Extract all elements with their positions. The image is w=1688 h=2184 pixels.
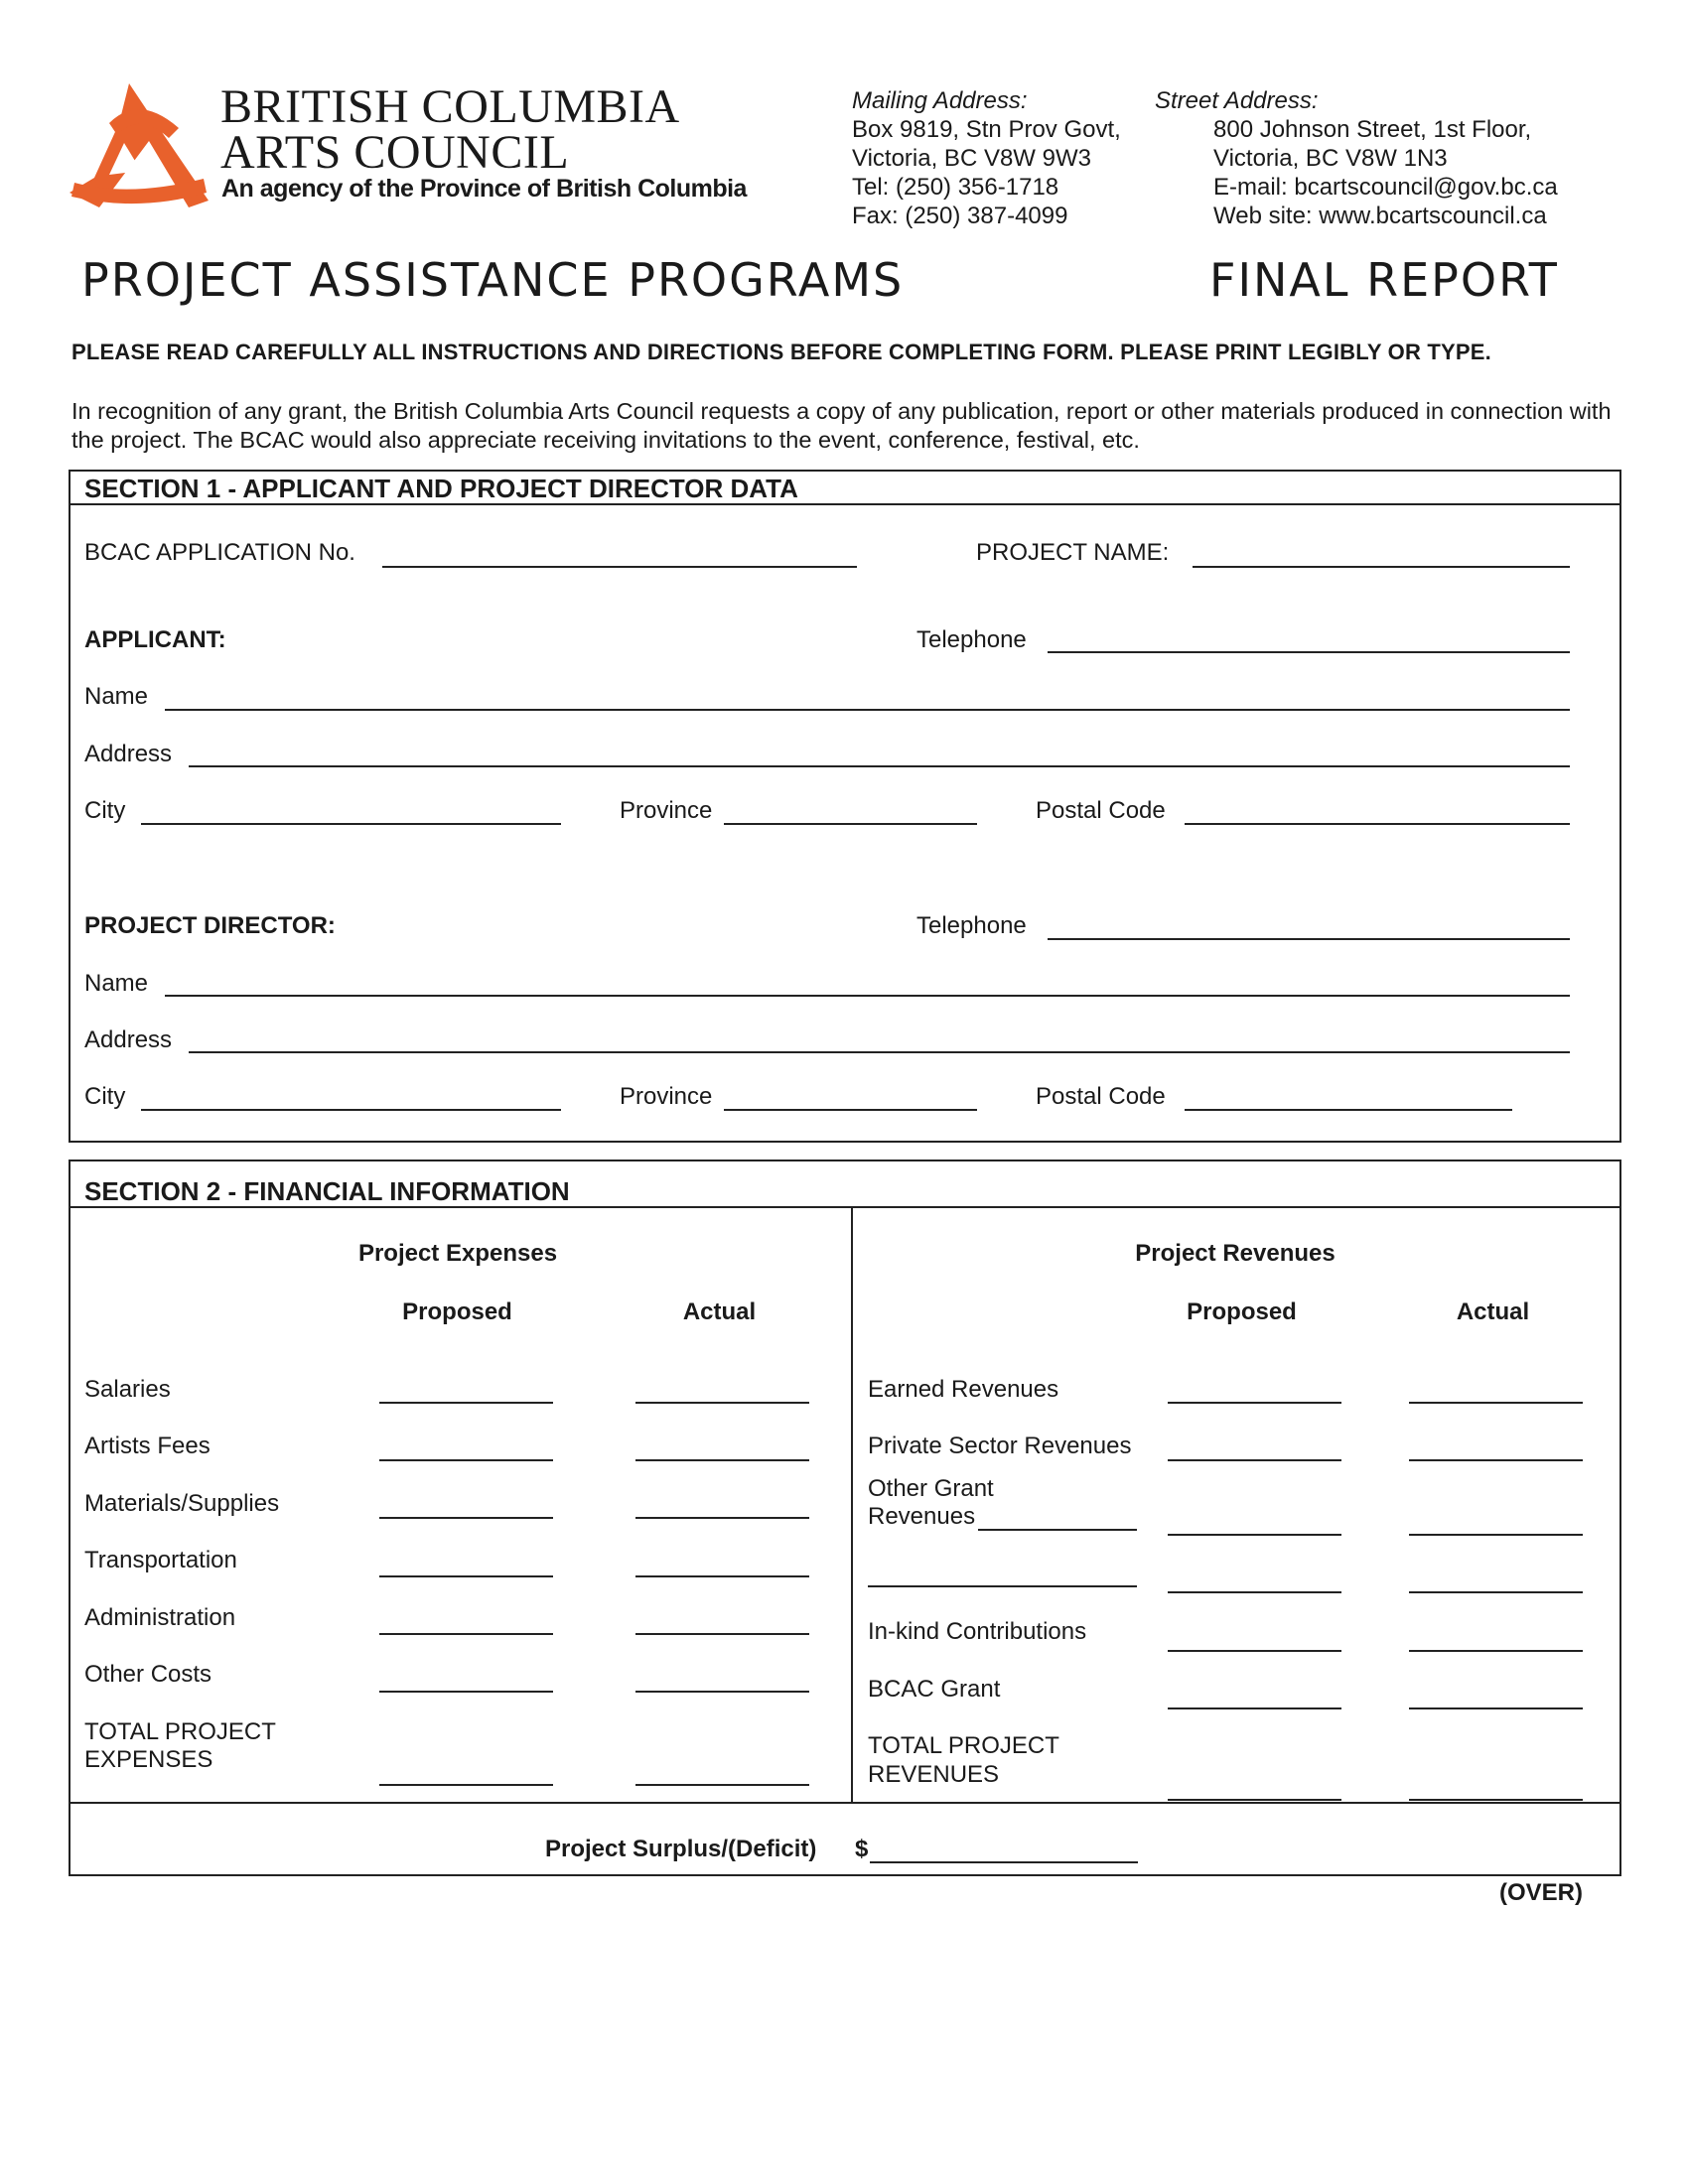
mailing-line: Tel: (250) 356-1718: [852, 174, 1059, 201]
revenue-total-actual[interactable]: [1409, 1799, 1583, 1801]
expense-other-costs-actual[interactable]: [635, 1691, 809, 1693]
expenses-heading: Project Expenses: [357, 1240, 558, 1267]
applicant-address-label: Address: [84, 741, 173, 767]
expense-salaries-actual[interactable]: [635, 1402, 809, 1404]
revenue-other-grant-line2: Revenues: [868, 1503, 976, 1530]
revenue-other-grant-source-field[interactable]: [978, 1529, 1137, 1531]
director-city-label: City: [84, 1083, 126, 1110]
expense-salaries-label: Salaries: [84, 1376, 171, 1403]
org-name-line1: BRITISH COLUMBIA: [220, 80, 680, 133]
director-postal-label: Postal Code: [1036, 1083, 1166, 1110]
expense-total-label-line1: TOTAL PROJECT: [84, 1718, 276, 1745]
revenue-total-label-line1: TOTAL PROJECT: [868, 1732, 1059, 1759]
revenues-proposed-header: Proposed: [1187, 1298, 1297, 1325]
application-no-label: BCAC APPLICATION No.: [84, 539, 355, 566]
street-heading: Street Address:: [1155, 87, 1319, 114]
section2-title: SECTION 2 - FINANCIAL INFORMATION: [84, 1176, 570, 1206]
applicant-name-label: Name: [84, 683, 149, 710]
mailing-line: Box 9819, Stn Prov Govt,: [852, 116, 1121, 143]
expense-salaries-proposed[interactable]: [379, 1402, 553, 1404]
program-title: PROJECT ASSISTANCE PROGRAMS: [81, 253, 905, 307]
expense-other-costs-proposed[interactable]: [379, 1691, 553, 1693]
section2-column-divider: [851, 1206, 853, 1802]
expense-materials-actual[interactable]: [635, 1517, 809, 1519]
surplus-currency: $: [855, 1836, 869, 1862]
director-address-field[interactable]: [189, 1051, 1570, 1053]
revenues-heading: Project Revenues: [1135, 1240, 1336, 1267]
expenses-proposed-header: Proposed: [402, 1298, 512, 1325]
revenue-private-actual[interactable]: [1409, 1459, 1583, 1461]
revenue-total-proposed[interactable]: [1168, 1799, 1341, 1801]
bcac-logo-icon: [70, 83, 209, 207]
revenue-other-grant-proposed[interactable]: [1168, 1534, 1341, 1536]
instructions: PLEASE READ CAREFULLY ALL INSTRUCTIONS AND DIRECTIONS BEFORE COMPLETING FORM. PLEASE PRINT LEGIBLY OR TYPE.: [71, 340, 1491, 364]
expense-administration-label: Administration: [84, 1604, 236, 1631]
bcac-logo: [70, 83, 209, 207]
expense-total-label-line2: EXPENSES: [84, 1746, 213, 1773]
applicant-telephone-label: Telephone: [916, 626, 1027, 653]
project-name-field[interactable]: [1193, 566, 1570, 568]
applicant-name-field[interactable]: [165, 709, 1570, 711]
expense-total-actual[interactable]: [635, 1784, 809, 1786]
applicant-city-field[interactable]: [141, 823, 561, 825]
expense-transportation-proposed[interactable]: [379, 1575, 553, 1577]
org-name-line2: ARTS COUNCIL: [220, 126, 570, 179]
director-city-field[interactable]: [141, 1109, 561, 1111]
revenues-actual-header: Actual: [1456, 1298, 1530, 1325]
revenue-earned-label: Earned Revenues: [868, 1376, 1059, 1403]
director-province-field[interactable]: [724, 1109, 977, 1111]
section1-box: [69, 470, 1621, 1143]
revenue-earned-proposed[interactable]: [1168, 1402, 1341, 1404]
application-no-field[interactable]: [382, 566, 857, 568]
revenue-additional-actual[interactable]: [1409, 1591, 1583, 1593]
expense-administration-actual[interactable]: [635, 1633, 809, 1635]
applicant-province-field[interactable]: [724, 823, 977, 825]
revenue-bcac-grant-label: BCAC Grant: [868, 1676, 1001, 1703]
director-postal-field[interactable]: [1185, 1109, 1512, 1111]
applicant-province-label: Province: [620, 797, 713, 824]
expense-artists-fees-label: Artists Fees: [84, 1433, 211, 1459]
mailing-line: Fax: (250) 387-4099: [852, 203, 1068, 229]
mailing-address: [852, 86, 1121, 230]
director-province-label: Province: [620, 1083, 713, 1110]
applicant-heading: APPLICANT:: [84, 626, 226, 653]
surplus-field[interactable]: [870, 1861, 1138, 1863]
revenue-earned-actual[interactable]: [1409, 1402, 1583, 1404]
director-heading: PROJECT DIRECTOR:: [84, 912, 336, 939]
applicant-postal-label: Postal Code: [1036, 797, 1166, 824]
street-address: [1155, 86, 1558, 230]
report-title: FINAL REPORT: [1209, 253, 1559, 307]
revenue-bcac-grant-actual[interactable]: [1409, 1707, 1583, 1709]
surplus-label: Project Surplus/(Deficit): [545, 1836, 817, 1862]
director-name-label: Name: [84, 970, 149, 997]
applicant-address-field[interactable]: [189, 765, 1570, 767]
revenue-other-grant-actual[interactable]: [1409, 1534, 1583, 1536]
expense-materials-proposed[interactable]: [379, 1517, 553, 1519]
mailing-line: Victoria, BC V8W 9W3: [852, 145, 1091, 172]
applicant-city-label: City: [84, 797, 126, 824]
street-line: E-mail: bcartscouncil@gov.bc.ca: [1213, 174, 1558, 201]
expense-transportation-actual[interactable]: [635, 1575, 809, 1577]
applicant-postal-field[interactable]: [1185, 823, 1570, 825]
intro-paragraph: In recognition of any grant, the British Columbia Arts Council requests a copy of any publication, report or other materials produced in connection with the project. The BCAC would also appreciate receiving invitations to the event, conference, festival, etc.: [71, 398, 1612, 453]
director-name-field[interactable]: [165, 995, 1570, 997]
revenue-additional-source-field[interactable]: [868, 1585, 1137, 1587]
director-address-label: Address: [84, 1026, 173, 1053]
revenue-other-grant-line1: Other Grant: [868, 1475, 994, 1502]
street-line: Web site: www.bcartscouncil.ca: [1213, 203, 1547, 229]
revenue-additional-proposed[interactable]: [1168, 1591, 1341, 1593]
section2-totals-divider: [69, 1802, 1621, 1804]
org-tagline: An agency of the Province of British Columbia: [221, 175, 747, 203]
revenue-private-label: Private Sector Revenues: [868, 1433, 1132, 1459]
revenue-inkind-actual[interactable]: [1409, 1650, 1583, 1652]
expense-materials-label: Materials/Supplies: [84, 1490, 280, 1517]
expense-other-costs-label: Other Costs: [84, 1661, 212, 1688]
expense-administration-proposed[interactable]: [379, 1633, 553, 1635]
revenue-total-label-line2: REVENUES: [868, 1761, 1000, 1788]
revenue-bcac-grant-proposed[interactable]: [1168, 1707, 1341, 1709]
expense-total-proposed[interactable]: [379, 1784, 553, 1786]
revenue-inkind-label: In-kind Contributions: [868, 1618, 1087, 1645]
applicant-telephone-field[interactable]: [1048, 651, 1570, 653]
project-name-label: PROJECT NAME:: [976, 539, 1170, 566]
expenses-actual-header: Actual: [682, 1298, 757, 1325]
mailing-heading: Mailing Address:: [852, 87, 1028, 114]
director-telephone-label: Telephone: [916, 912, 1027, 939]
expense-artists-fees-actual[interactable]: [635, 1459, 809, 1461]
street-line: Victoria, BC V8W 1N3: [1213, 145, 1448, 172]
section1-title: SECTION 1 - APPLICANT AND PROJECT DIRECTOR DATA: [84, 474, 798, 503]
revenue-inkind-proposed[interactable]: [1168, 1650, 1341, 1652]
expense-artists-fees-proposed[interactable]: [379, 1459, 553, 1461]
street-line: 800 Johnson Street, 1st Floor,: [1213, 116, 1532, 143]
expense-transportation-label: Transportation: [84, 1547, 237, 1573]
director-telephone-field[interactable]: [1048, 938, 1570, 940]
over-note: (OVER): [1499, 1879, 1583, 1906]
revenue-private-proposed[interactable]: [1168, 1459, 1341, 1461]
